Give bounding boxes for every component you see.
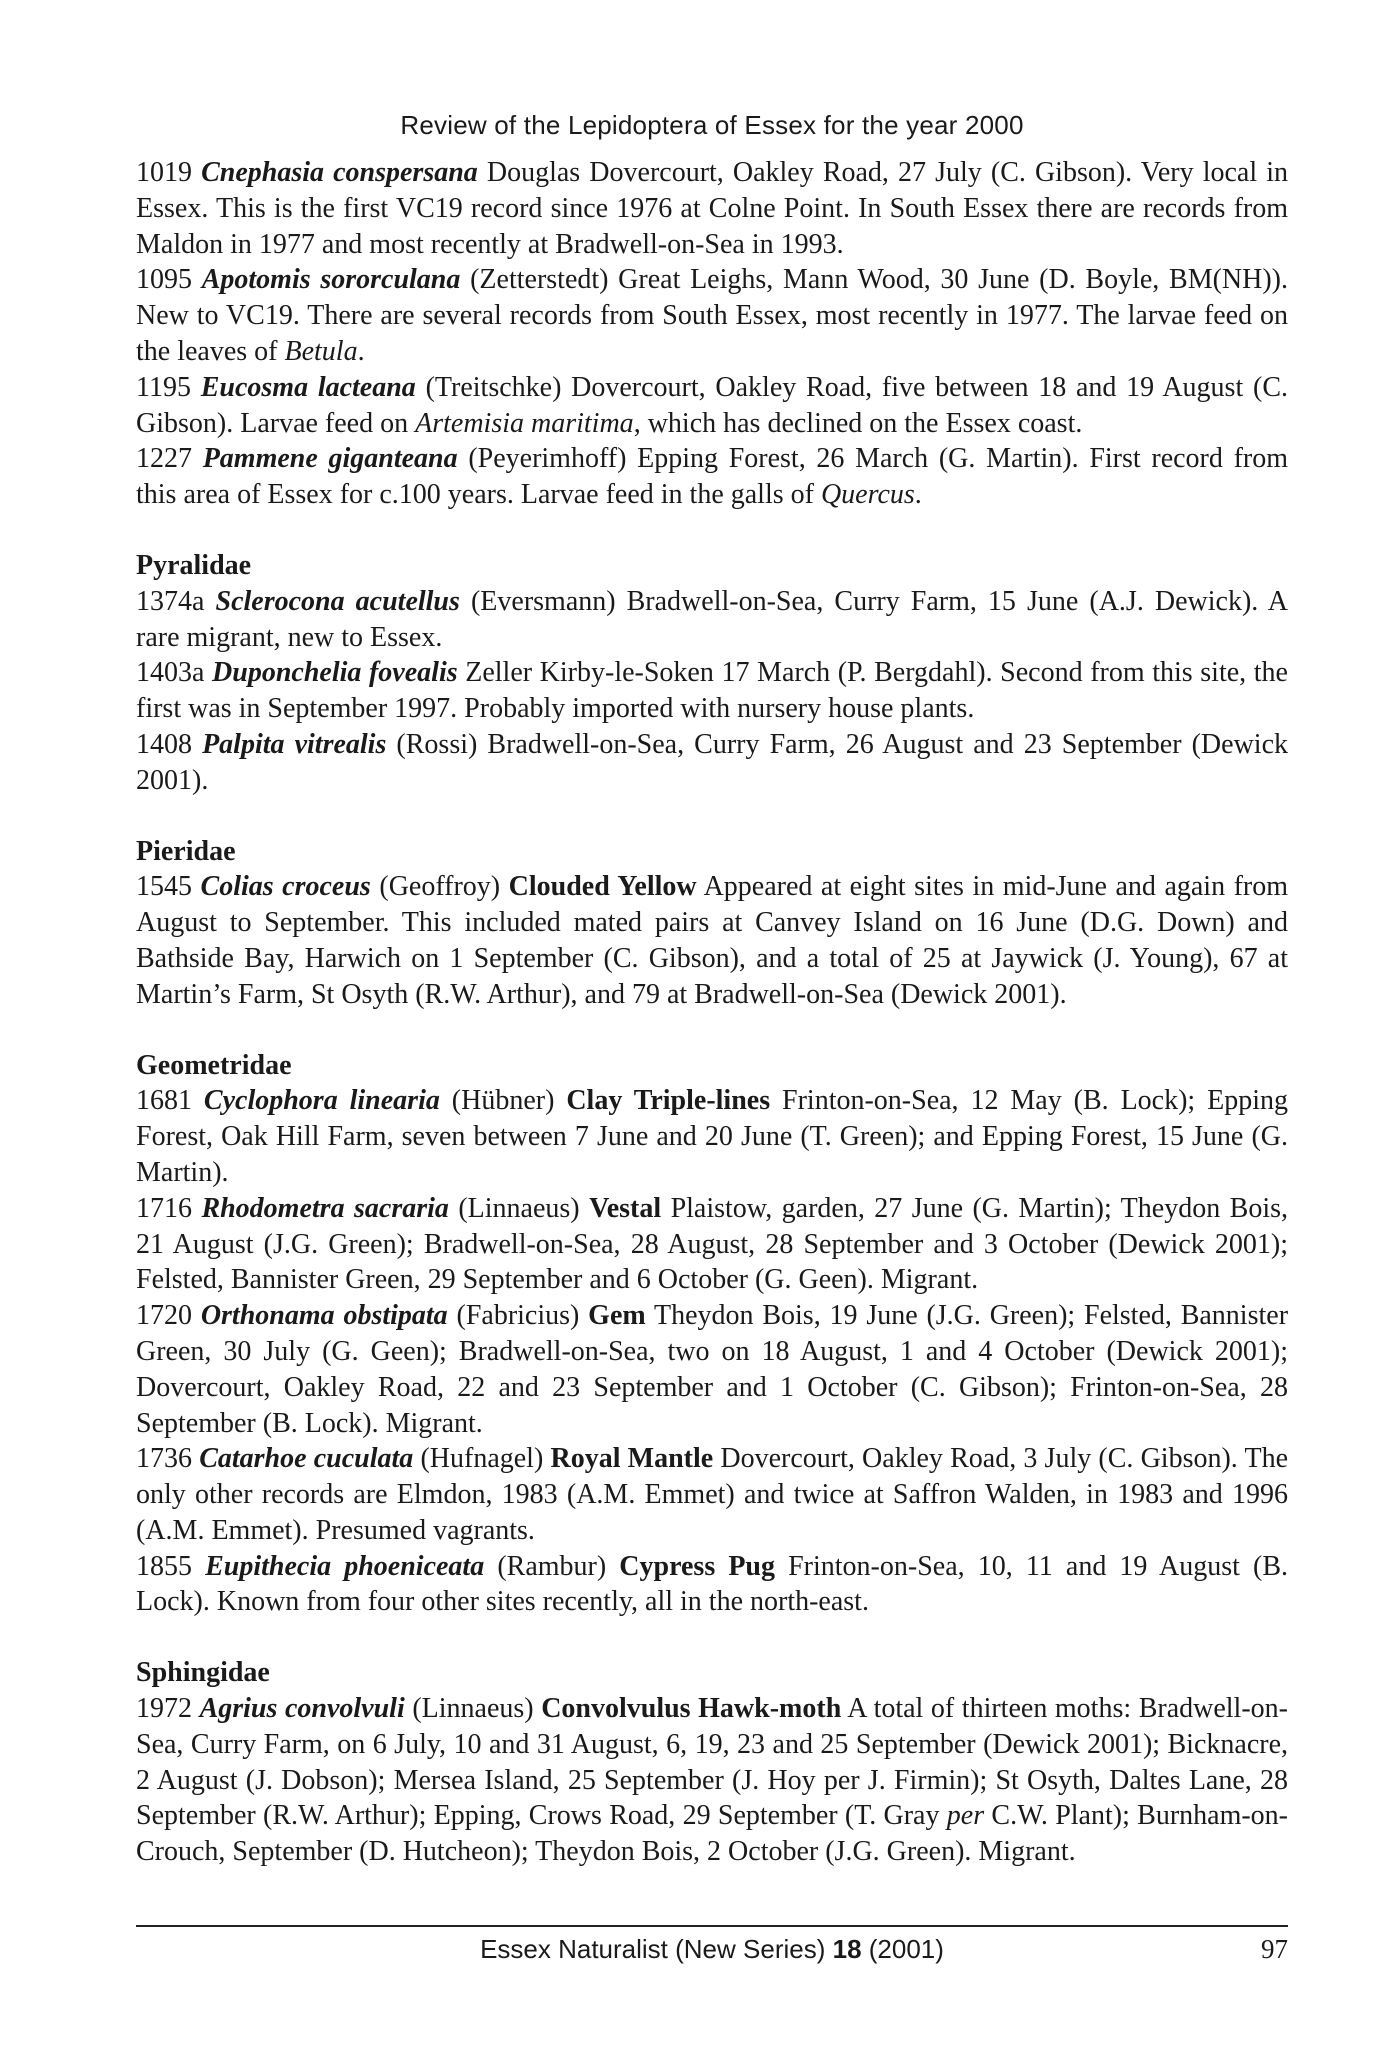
vernacular-name: Cypress Pug xyxy=(619,1550,775,1582)
footer-rule xyxy=(136,1925,1288,1927)
record-entry xyxy=(136,1298,1288,1441)
record-text: (Zetterstedt) Great Leighs, Mann Wood, 30 June (D. Boyle, BM(NH)). New to VC19. There are several records from South Essex, most recently in 1977. The larvae feed on the leaves of xyxy=(136,264,1289,367)
record-text: 1095 xyxy=(136,264,202,296)
record-text: Douglas Dovercourt, Oakley Road, 27 July (C. Gibson). Very local in Essex. This is the first VC19 record since 1976 at Colne Point. In South Essex there are records from Maldon in 1977 and most recently at Bradwell-on-Sea in 1993. xyxy=(136,157,1288,260)
record-entry xyxy=(136,1691,1288,1870)
family-heading: Pyralidae xyxy=(136,549,252,581)
record-text: 1403a xyxy=(136,657,213,689)
record-text: 1227 xyxy=(136,443,203,475)
vernacular-name: Clouded Yellow xyxy=(508,871,697,903)
species-name: Cyclophora linearia xyxy=(203,1085,440,1117)
page-body xyxy=(136,110,1288,1870)
record-text: (Treitschke) Dovercourt, Oakley Road, five between 18 and 19 August (C. Gibson). Larvae feed on xyxy=(136,371,1288,439)
record-text: (Linnaeus) xyxy=(404,1693,542,1725)
family-heading: Geometridae xyxy=(136,1049,292,1081)
vernacular-name: Gem xyxy=(588,1300,646,1332)
species-name: Duponchelia fovealis xyxy=(212,657,458,689)
record-entry xyxy=(136,370,1288,442)
record-text: (Hübner) xyxy=(439,1085,567,1117)
record-text: C.W. Plant); Burnham-on-Crouch, September (D. Hutcheon); Theydon Bois, 2 October (J.G. Green). Migrant. xyxy=(136,1800,1289,1868)
vernacular-name: Clay Triple-lines xyxy=(566,1085,771,1117)
species-name: Catarhoe cuculata xyxy=(199,1443,414,1475)
record-text: 1374a xyxy=(136,585,216,617)
record-entry xyxy=(136,655,1288,727)
record-entry xyxy=(136,584,1288,656)
record-text: Frinton-on-Sea, 10, 11 and 19 August (B. Lock). Known from four other sites recently, all in the north-east. xyxy=(136,1550,1288,1618)
species-name: Agrius convolvuli xyxy=(199,1693,405,1725)
record-text: Zeller Kirby-le-Soken 17 March (P. Bergdahl). Second from this site, the first was in September 1997. Probably imported with nursery house plants. xyxy=(136,657,1288,725)
record-text: Plaistow, garden, 27 June (G. Martin); Theydon Bois, 21 August (J.G. Green); Bradwell-on-Sea, 28 August, 28 September and 3 October (Dewick 2001); Felsted, Bannister Green, 29 September and 6 October (G. Geen). Migrant. xyxy=(136,1192,1288,1296)
family-heading: Pieridae xyxy=(136,835,236,867)
record-entry xyxy=(136,1191,1288,1298)
italic-text: Quercus xyxy=(820,479,915,511)
italic-text: Betula xyxy=(284,335,358,367)
species-name: Eupithecia phoeniceata xyxy=(205,1550,485,1582)
record-text: (Eversmann) Bradwell-on-Sea, Curry Farm, 15 June (A.J. Dewick). A rare migrant, new to Essex. xyxy=(136,585,1289,653)
record-text: 1972 xyxy=(136,1693,200,1725)
record-text: , which has declined on the Essex coast. xyxy=(633,407,1083,439)
record-text: 1408 xyxy=(136,728,203,760)
volume-number: 18 xyxy=(832,1934,862,1964)
record-text: 1720 xyxy=(136,1300,201,1332)
record-text: 1716 xyxy=(136,1192,202,1224)
record-entry xyxy=(136,1441,1288,1548)
page-number: 97 xyxy=(1261,1934,1288,1964)
record-text: Theydon Bois, 19 June (J.G. Green); Felsted, Bannister Green, 30 July (G. Geen); Bradwell-on-Sea, two on 18 August, 1 and 4 October (Dewick 2001); Dovercourt, Oakley Road, 22 and 23 September and 1 October (C. Gibson); Frinton-on-Sea, 28 September (B. Lock). Migrant. xyxy=(136,1300,1289,1439)
species-name: Cnephasia conspersana xyxy=(201,157,478,188)
vernacular-name: Royal Mantle xyxy=(550,1443,714,1475)
page-footer xyxy=(136,1934,1288,1968)
journal-year: (2001) xyxy=(861,1934,944,1964)
vernacular-name: Vestal xyxy=(589,1192,662,1224)
record-entry xyxy=(136,869,1288,1012)
italic-text: Artemisia maritima xyxy=(415,407,634,439)
record-entry xyxy=(136,1549,1288,1621)
record-text: 1545 xyxy=(136,871,201,903)
species-name: Pammene giganteana xyxy=(202,443,458,475)
record-text: Frinton-on-Sea, 12 May (B. Lock); Epping Forest, Oak Hill Farm, seven between 7 June and 20 June (T. Green); and Epping Forest, 15 June (G. Martin). xyxy=(136,1085,1289,1188)
record-text: (Linnaeus) xyxy=(448,1192,590,1224)
record-text: 1855 xyxy=(136,1550,206,1582)
record-text: Appeared at eight sites in mid-June and again from August to September. This included mated pairs at Canvey Island on 16 June (D.G. Down) and Bathside Bay, Harwich on 1 September (C. Gibson), and a total of 25 at Jaywick (J. Young), 67 at Martin’s Farm, St Osyth (R.W. Arthur), and 79 at Bradwell-on-Sea (Dewick 2001). xyxy=(136,871,1289,1010)
species-name: Sclerocona acutellus xyxy=(215,585,460,617)
record-text: 1681 xyxy=(136,1085,204,1117)
record-text: 1736 xyxy=(136,1443,200,1475)
record-text: 1019 xyxy=(136,157,202,188)
species-name: Palpita vitrealis xyxy=(202,728,387,760)
record-text: (Hufnagel) xyxy=(413,1443,551,1475)
vernacular-name: Convolvulus Hawk-moth xyxy=(541,1693,842,1725)
record-text: (Rambur) xyxy=(484,1550,620,1582)
species-name: Rhodometra sacraria xyxy=(201,1192,449,1224)
record-text: (Geoffroy) xyxy=(370,871,509,903)
journal-citation xyxy=(136,1934,1288,1965)
record-text: A total of thirteen moths: Bradwell-on-Sea, Curry Farm, on 6 July, 10 and 31 August, 6, 19, 23 and 25 September (Dewick 2001); Bicknacre, 2 August (J. Dobson); Mersea Island, 25 September (J. Hoy per J. Firmin); St Osyth, Daltes Lane, 28 September (R.W. Arthur); Epping, Crows Road, 29 September (T. Gray xyxy=(136,1693,1288,1832)
species-name: Apotomis sororculana xyxy=(201,264,461,296)
record-text: . xyxy=(357,335,365,367)
species-name: Orthonama obstipata xyxy=(200,1300,448,1332)
italic-text: per xyxy=(946,1800,985,1832)
species-name: Colias croceus xyxy=(200,871,371,903)
record-text: . xyxy=(914,479,922,511)
journal-name: Essex Naturalist (New Series) xyxy=(480,1934,833,1964)
record-text: (Fabricius) xyxy=(447,1300,589,1332)
record-text: (Rossi) Bradwell-on-Sea, Curry Farm, 26 August and 23 September (Dewick 2001). xyxy=(136,728,1289,796)
record-text: (Peyerimhoff) Epping Forest, 26 March (G. Martin). First record from this area of Essex for c.100 years. Larvae feed in the galls of xyxy=(136,443,1288,511)
record-entry xyxy=(136,727,1288,799)
record-text: 1195 xyxy=(136,371,201,403)
running-head: Review of the Lepidoptera of Essex for the year 2000 xyxy=(400,110,1024,140)
species-name: Eucosma lacteana xyxy=(200,371,416,403)
record-text: Dovercourt, Oakley Road, 3 July (C. Gibson). The only other records are Elmdon, 1983 (A.M. Emmet) and twice at Saffron Walden, in 1983 and 1996 (A.M. Emmet). Presumed vagrants. xyxy=(136,1443,1289,1546)
record-entry xyxy=(136,155,1288,262)
record-entry xyxy=(136,262,1288,369)
article-content xyxy=(136,155,1288,1870)
record-entry xyxy=(136,1083,1288,1190)
record-entry xyxy=(136,441,1288,513)
family-heading: Sphingidae xyxy=(136,1657,270,1689)
